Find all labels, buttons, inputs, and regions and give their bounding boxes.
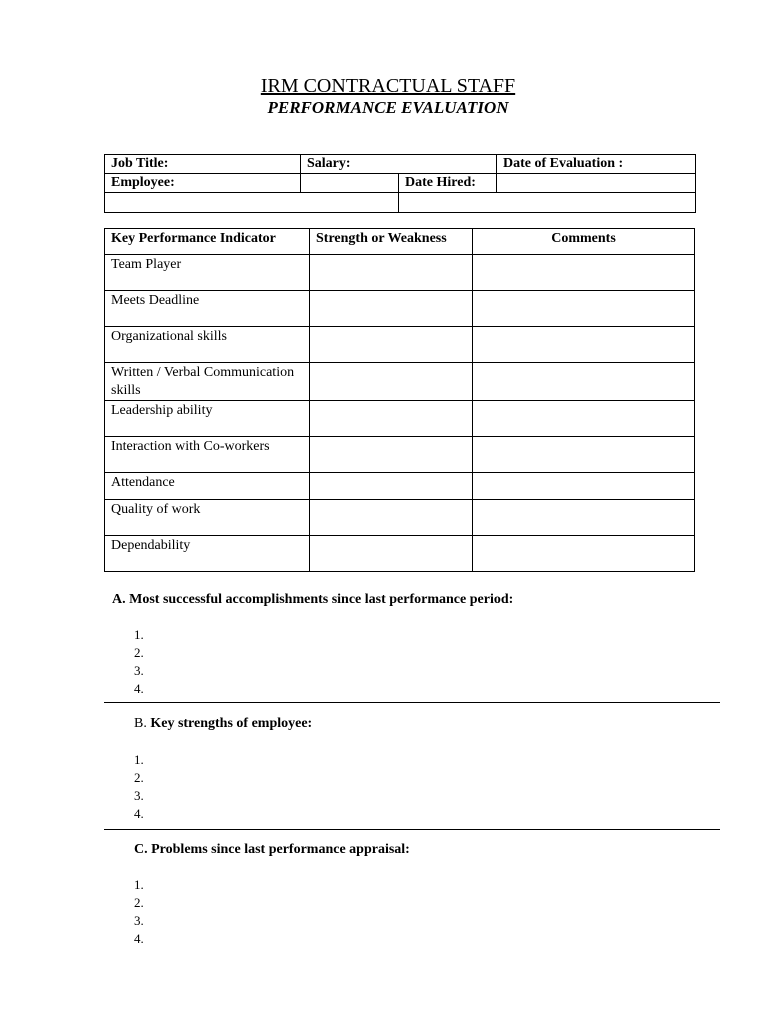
- comments-cell[interactable]: [473, 437, 695, 473]
- strength-cell[interactable]: [310, 473, 473, 500]
- kpi-label: Written / Verbal Communication skills: [105, 363, 310, 401]
- strength-weakness-header: Strength or Weakness: [310, 229, 473, 255]
- job-title-cell[interactable]: Job Title:: [105, 155, 301, 174]
- comments-cell[interactable]: [473, 327, 695, 363]
- section-a-text: Most successful accomplishments since last performance period:: [129, 592, 514, 607]
- strength-cell[interactable]: [310, 291, 473, 327]
- divider: [104, 702, 720, 703]
- comments-cell[interactable]: [473, 500, 695, 536]
- strength-cell[interactable]: [310, 363, 473, 401]
- list-item: 3.: [134, 663, 144, 678]
- comments-cell[interactable]: [473, 363, 695, 401]
- list-item: 2.: [134, 770, 144, 785]
- date-hired-value-cell[interactable]: [497, 174, 696, 193]
- comments-cell[interactable]: [473, 291, 695, 327]
- blank-cell-left[interactable]: [105, 193, 399, 213]
- section-a-heading: [112, 592, 513, 608]
- section-c-list: [134, 876, 144, 948]
- section-a-list: [134, 626, 144, 698]
- list-item: 4.: [134, 681, 144, 696]
- employee-info-table: [104, 154, 696, 213]
- comments-cell[interactable]: [473, 401, 695, 437]
- list-item: 1.: [134, 877, 144, 892]
- comments-cell[interactable]: [473, 255, 695, 291]
- kpi-label: Attendance: [105, 473, 310, 500]
- section-c-letter: C.: [134, 842, 148, 857]
- list-item: 4.: [134, 931, 144, 946]
- strength-cell[interactable]: [310, 536, 473, 572]
- list-item: 1.: [134, 627, 144, 642]
- section-c-text: Problems since last performance appraisal:: [151, 842, 410, 857]
- kpi-table: [104, 228, 695, 572]
- comments-cell[interactable]: [473, 536, 695, 572]
- comments-cell[interactable]: [473, 473, 695, 500]
- strength-cell[interactable]: [310, 500, 473, 536]
- kpi-label: Leadership ability: [105, 401, 310, 437]
- kpi-label: Dependability: [105, 536, 310, 572]
- section-a-letter: A.: [112, 592, 126, 607]
- kpi-label: Organizational skills: [105, 327, 310, 363]
- section-b-list: [134, 751, 144, 823]
- section-b-text: Key strengths of employee:: [150, 716, 313, 731]
- date-hired-cell[interactable]: Date Hired:: [399, 174, 497, 193]
- kpi-label: Team Player: [105, 255, 310, 291]
- kpi-label: Interaction with Co-workers: [105, 437, 310, 473]
- section-b-letter: B.: [134, 716, 147, 731]
- employee-cell[interactable]: Employee:: [105, 174, 301, 193]
- section-b-heading: [134, 716, 312, 732]
- document-subtitle: PERFORMANCE EVALUATION: [267, 98, 509, 117]
- list-item: 2.: [134, 895, 144, 910]
- blank-cell-right[interactable]: [399, 193, 696, 213]
- kpi-label: Meets Deadline: [105, 291, 310, 327]
- document-title: IRM CONTRACTUAL STAFF: [260, 75, 516, 97]
- list-item: 3.: [134, 788, 144, 803]
- divider: [104, 829, 720, 830]
- strength-cell[interactable]: [310, 437, 473, 473]
- kpi-header: Key Performance Indicator: [105, 229, 310, 255]
- list-item: 2.: [134, 645, 144, 660]
- salary-cell[interactable]: Salary:: [301, 155, 497, 174]
- section-c-heading: [134, 842, 410, 858]
- strength-cell[interactable]: [310, 327, 473, 363]
- list-item: 3.: [134, 913, 144, 928]
- strength-cell[interactable]: [310, 401, 473, 437]
- list-item: 1.: [134, 752, 144, 767]
- kpi-label: Quality of work: [105, 500, 310, 536]
- strength-cell[interactable]: [310, 255, 473, 291]
- comments-header: Comments: [473, 229, 695, 255]
- employee-value-cell[interactable]: [301, 174, 399, 193]
- date-of-evaluation-cell[interactable]: Date of Evaluation :: [497, 155, 696, 174]
- list-item: 4.: [134, 806, 144, 821]
